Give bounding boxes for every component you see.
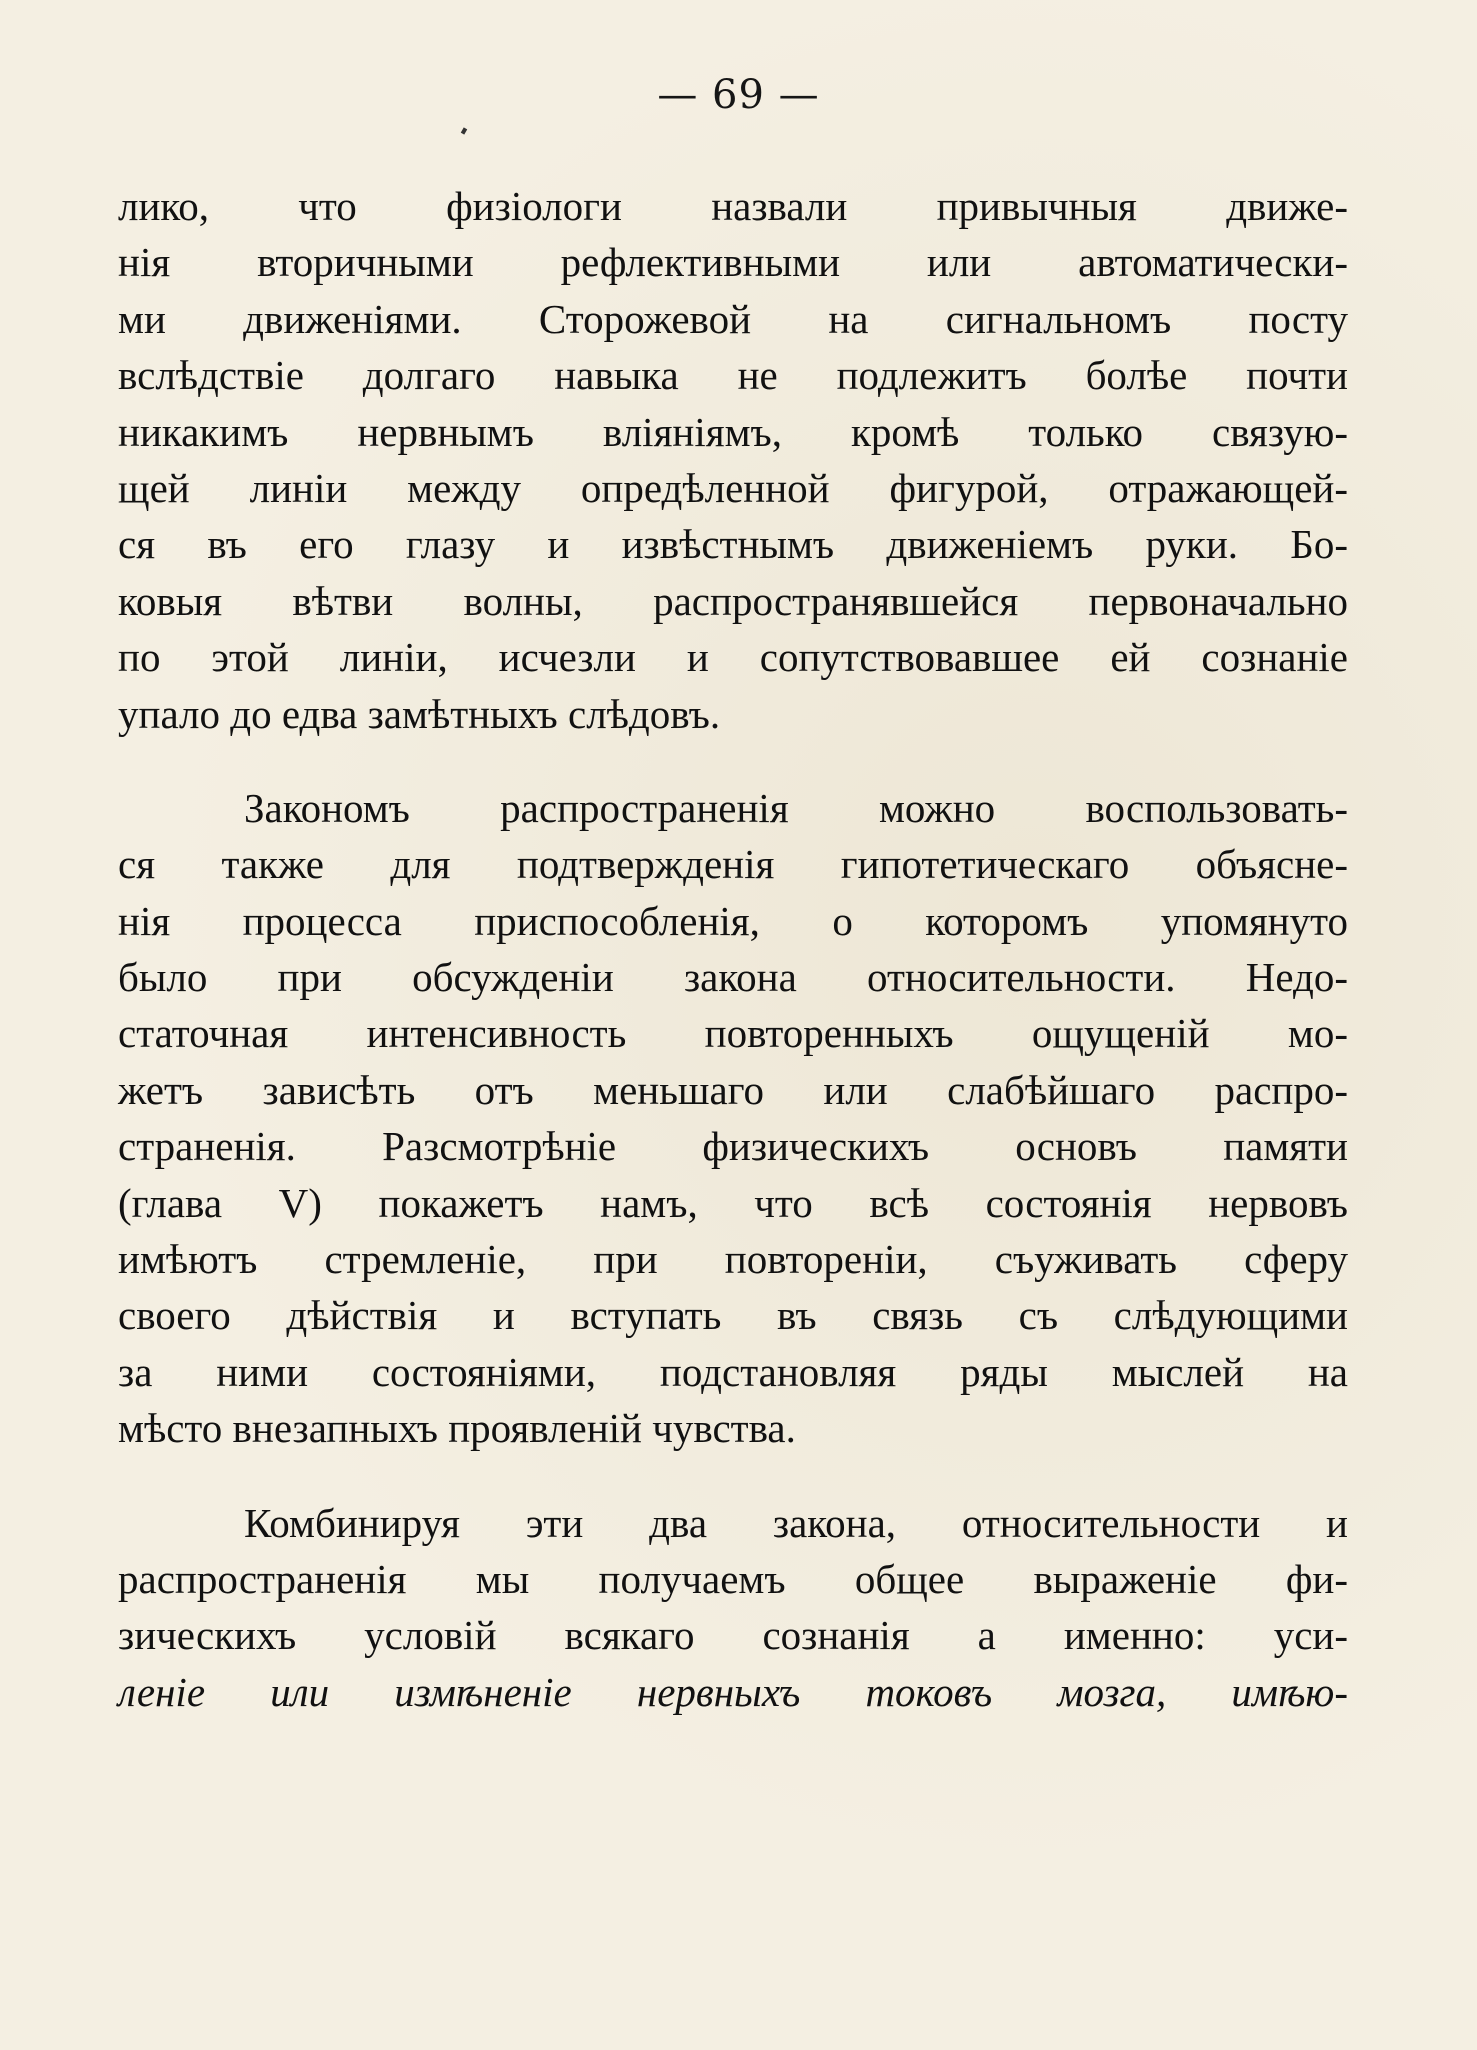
text-line: упало до едва замѣтныхъ слѣдовъ. [118,690,721,737]
text-line: никакимъ нервнымъ вліяніямъ, кромѣ только связую- [118,408,1348,455]
text-line: ковыя вѣтви волны, распространявшейся первоначально [118,577,1348,624]
paragraph-2 [118,780,1348,1457]
text-line: распространенія мы получаемъ общее выраженіе фи- [118,1555,1348,1602]
body-text [118,178,1348,1720]
text-line: нія вторичными рефлективными или автоматически- [118,239,1348,286]
paragraph-1 [118,178,1348,742]
text-line: по этой линіи, исчезли и сопутствовавшее ей сознаніе [118,634,1348,681]
text-line: зическихъ условій всякаго сознанія а именно: уси- [118,1612,1348,1659]
text-line: страненія. Разсмотрѣніе физическихъ основъ памяти [118,1123,1348,1170]
text-line: ся также для подтвержденія гипотетическаго объясне- [118,841,1348,888]
text-line: статочная интенсивность повторенныхъ ощущеній мо- [118,1010,1348,1057]
text-line: нія процесса приспособленія, о которомъ упомянуто [118,897,1348,944]
text-line-italic: леніе или измѣненіе нервныхъ токовъ мозга, имѣю- [118,1668,1348,1715]
text-line: своего дѣйствія и вступать въ связь съ слѣдующими [118,1292,1348,1339]
text-line: жетъ зависѣть отъ меньшаго или слабѣйшаго распро- [118,1066,1348,1113]
text-line: было при обсужденіи закона относительности. Недо- [118,954,1348,1001]
text-line: за ними состояніями, подстановляя ряды мыслей на [118,1348,1348,1395]
text-line: ся въ его глазу и извѣстнымъ движеніемъ руки. Бо- [118,521,1348,568]
text-line: Комбинируя эти два закона, относительности и [244,1499,1348,1546]
text-line: лико, что физіологи назвали привычныя движе- [118,183,1348,229]
text-line: Закономъ распространенія можно воспользовать- [244,784,1348,831]
ink-mark [461,127,467,134]
text-line: вслѣдствіе долгаго навыка не подлежитъ болѣе почти [118,352,1348,399]
text-line: имѣютъ стремленіе, при повтореніи, съуживать сферу [118,1236,1348,1283]
paragraph-3 [118,1495,1348,1721]
text-line: мѣсто внезапныхъ проявленій чувства. [118,1405,796,1452]
text-line: щей линіи между опредѣленной фигурой, отражающей- [118,464,1348,511]
page-number: — 69 — [657,72,820,118]
text-line: ми движеніями. Сторожевой на сигнальномъ посту [118,295,1348,342]
text-line: (глава V) покажетъ намъ, что всѣ состоянія нервовъ [118,1179,1348,1226]
